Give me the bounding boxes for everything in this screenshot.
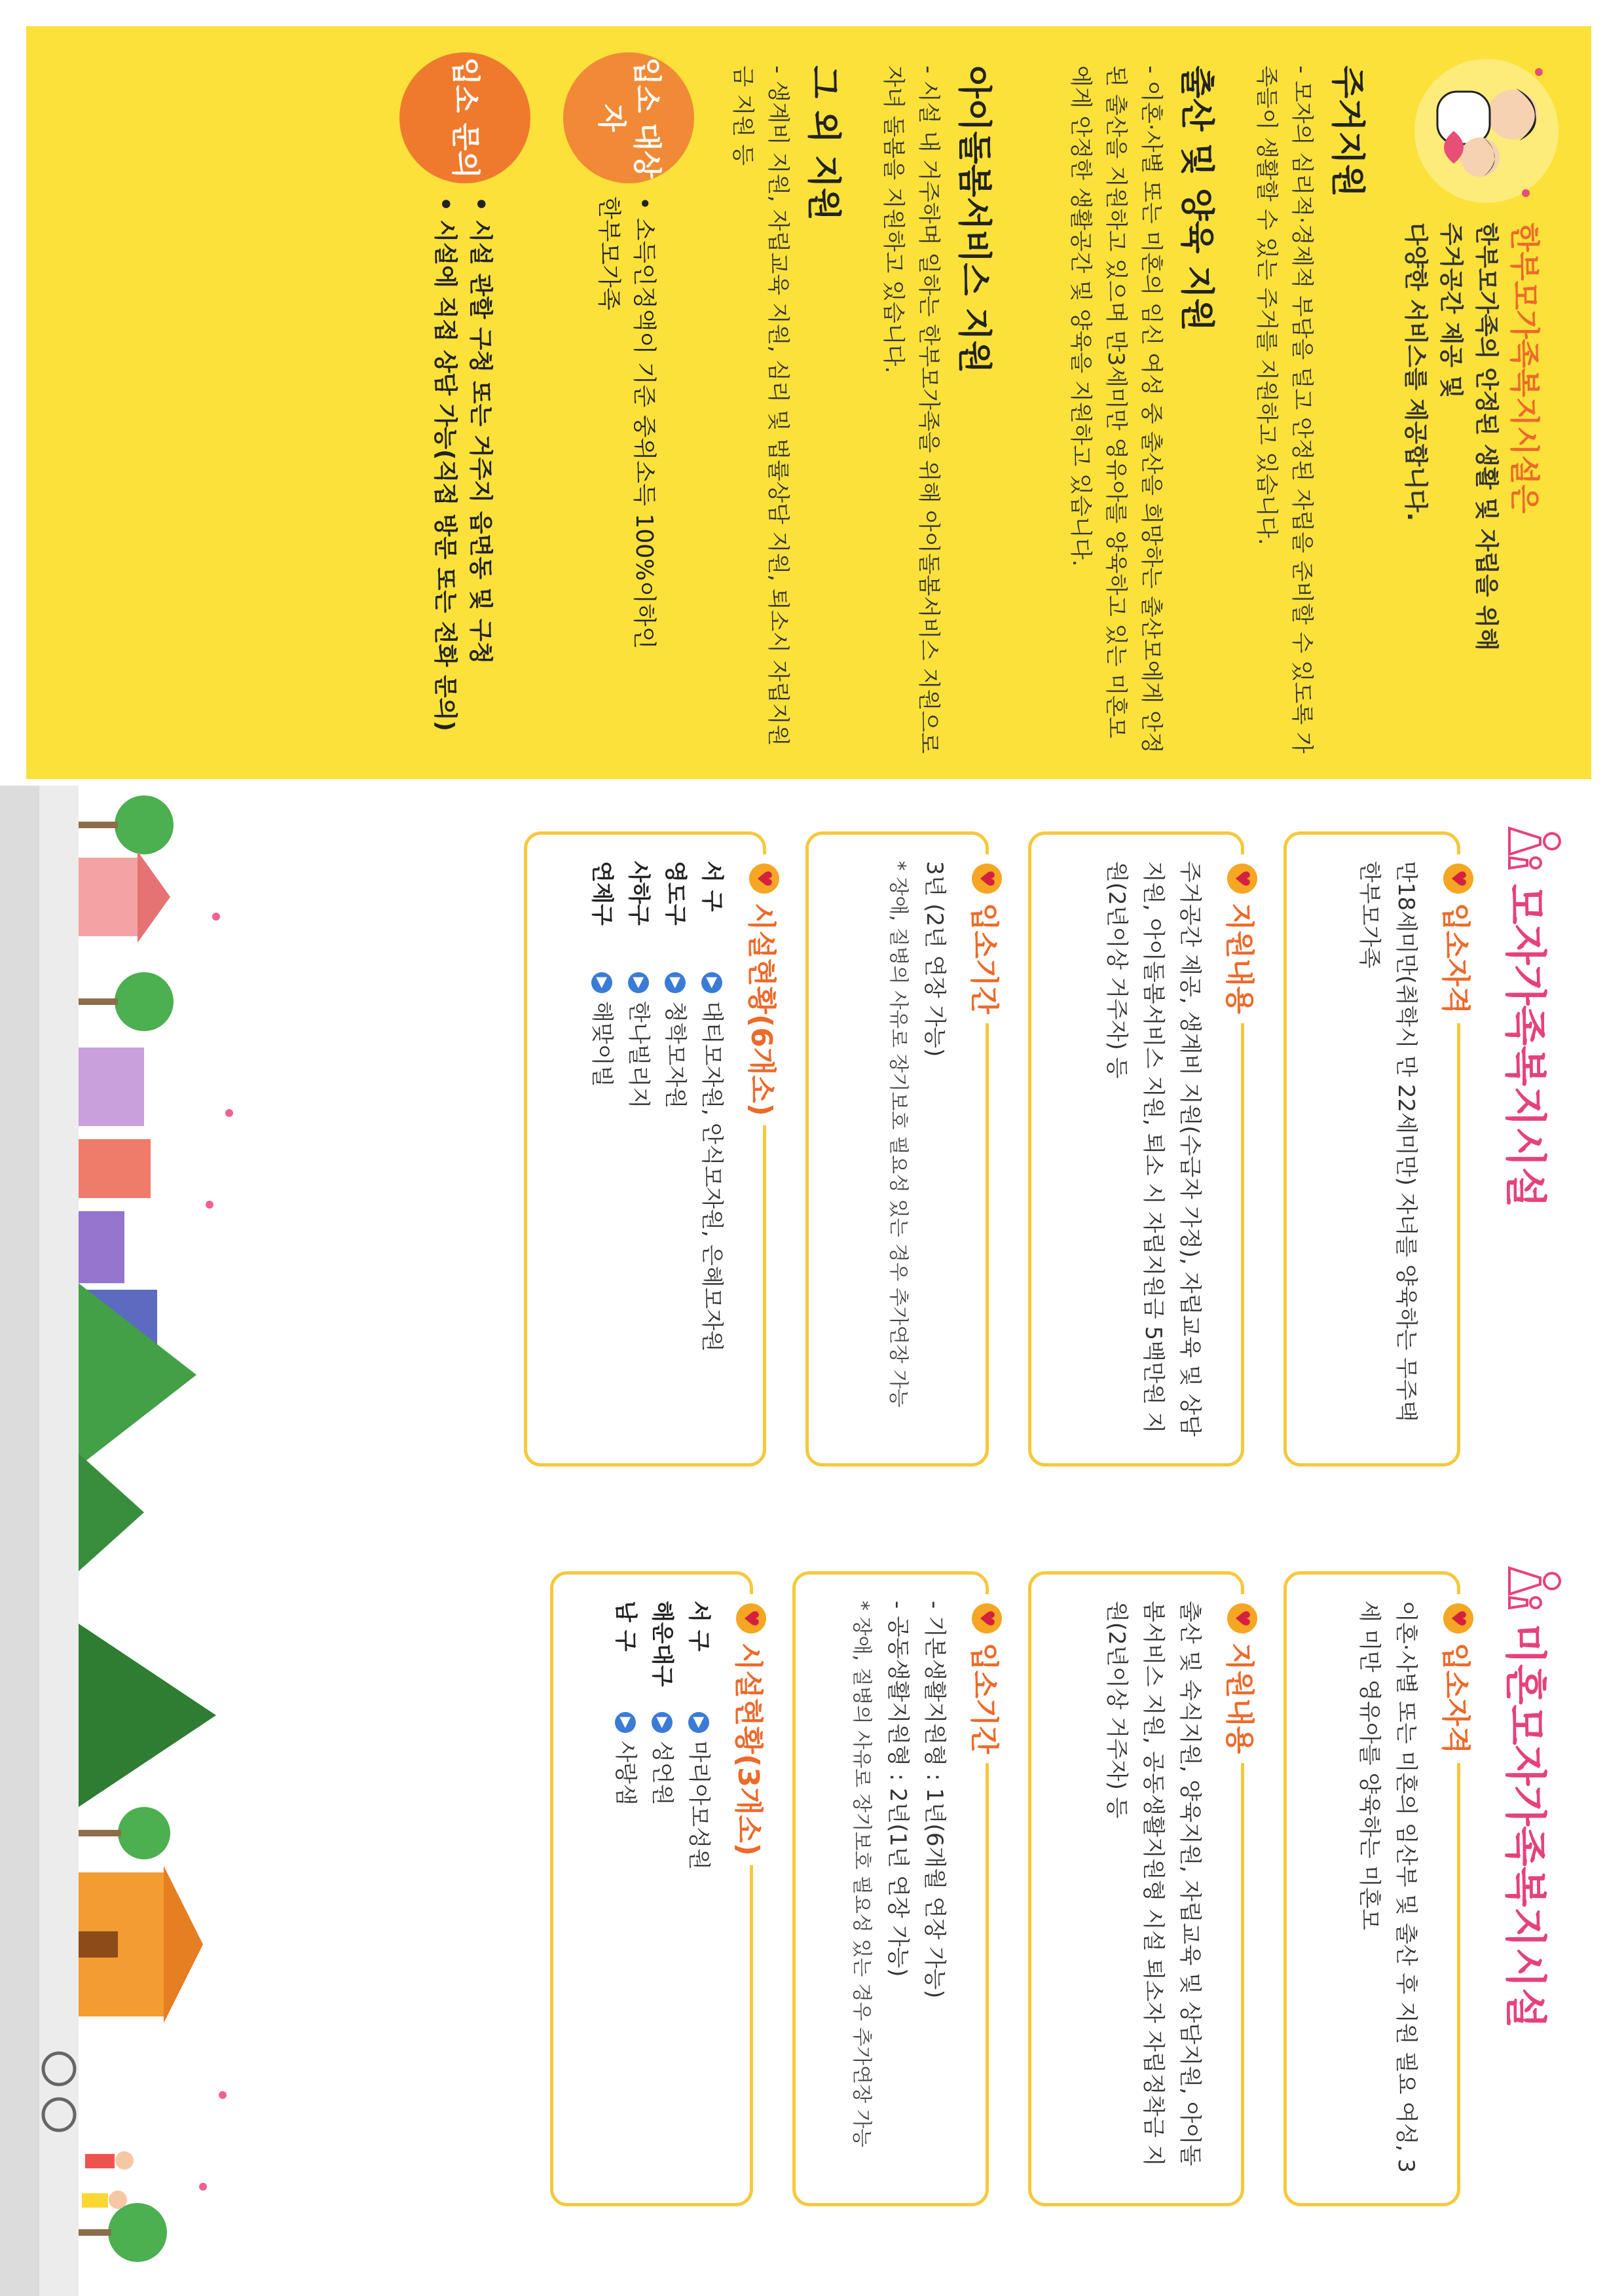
arrow-right-icon: ▶: [701, 972, 722, 993]
mc-eligibility-text: 만18세미만(취학시 만 22세미만) 자녀를 양육하는 무주택 한부모가족: [1356, 861, 1419, 1422]
intro-line-3: 다양한 서비스를 제공합니다.: [1402, 223, 1429, 522]
um-period-line-1: - 기본생활지원형 : 1년(6개월 연장 가능): [921, 1601, 948, 1999]
inquiry-text: [427, 196, 498, 731]
housing-title: 주거지원: [1327, 65, 1367, 197]
mc-period-box: [805, 831, 1001, 1467]
um-facilities-label: 시설현황(3개소): [731, 1643, 765, 1856]
mc-facilities-label-wrap: [743, 854, 785, 1125]
um-eligibility-label: 입소자격: [1439, 1643, 1472, 1755]
heart-icon: ♥: [1227, 864, 1257, 894]
facility-gu: 영도구: [662, 861, 688, 926]
arrow-right-icon: ▶: [615, 1712, 636, 1733]
heart-icon: ♥: [1443, 1603, 1473, 1633]
intro-line-1: 한부모가족의 안정된 생활 및 자립을 위해: [1473, 223, 1500, 651]
childcare-title: 아이돌봄서비스 지원: [954, 65, 993, 374]
facility-names: 대티모자원, 안식모자원, 은혜모자원: [699, 1001, 725, 1352]
list-item: [620, 861, 657, 1437]
facility-names: 청학모자원: [662, 1001, 688, 1109]
facility-gu: 해운대구: [649, 1601, 675, 1687]
facility-names: 사랑샘: [612, 1741, 638, 1806]
um-period-body: [823, 1575, 986, 2203]
um-facilities-box: [550, 1571, 765, 2206]
um-eligibility-label-wrap: [1437, 1594, 1479, 1763]
arrow-right-icon: ▶: [652, 1712, 673, 1733]
arrow-right-icon: ▶: [665, 972, 686, 993]
heart-icon: ♥: [972, 1603, 1002, 1633]
target-badge: 입소 대상자: [563, 52, 694, 183]
facility-names: 성언원: [649, 1741, 675, 1806]
support-panel: [26, 26, 1591, 779]
facility-gu: 서 구: [699, 861, 725, 912]
housing-section: [1249, 65, 1375, 759]
um-eligibility-box: [1283, 1571, 1472, 2206]
inquiry-badge: 입소 문의: [399, 52, 530, 183]
mother-child-column: [275, 805, 1585, 1512]
unwed-mother-column: [275, 1545, 1585, 2252]
target-text: [591, 196, 661, 649]
mc-period-label: 입소기간: [967, 903, 1001, 1015]
town-street-illustration: [0, 786, 255, 2296]
arrow-right-icon: ▶: [628, 972, 649, 993]
um-period-label-wrap: [966, 1594, 1008, 1763]
heart-icon: ♥: [736, 1603, 766, 1633]
mc-period-text: 3년 (2년 연장 가능): [921, 861, 948, 1057]
mc-facilities-label: 시설현황(6개소): [745, 903, 778, 1116]
heart-icon: ♥: [749, 864, 779, 894]
arrow-right-icon: ▶: [688, 1712, 709, 1733]
heart-icon: ♥: [972, 864, 1002, 894]
heart-icon: ♥: [1443, 864, 1473, 894]
um-support-text: 출산 및 숙식지원, 양육지원, 자립교육 및 상담지원, 아이돌봄서비스 지원, 공동생활지원형 시설 퇴소자 자립정착금 지원(2년이상 거주자) 등: [1103, 1601, 1203, 2166]
um-period-label: 입소기간: [967, 1643, 1001, 1755]
um-period-box: [792, 1571, 1001, 2206]
mc-support-box: [1028, 831, 1256, 1467]
um-period-line-2: - 공동생활지원형 : 2년(1년 연장 가능): [885, 1601, 911, 1977]
mc-period-label-wrap: [966, 854, 1008, 1023]
housing-text: - 모자의 심리적·경제적 부담을 덜고 안정된 자립을 준비할 수 있도록 가족들이 생활할 수 있는 주거를 지원하고 있습니다.: [1253, 65, 1315, 754]
childcare-section: [876, 65, 1002, 759]
mc-period-note: * 장애, 질병의 사유로 장기보호 필요성 있는 경우 추가연장 가능: [887, 861, 910, 1408]
mother-child-illustration: [1408, 52, 1565, 210]
target-line-2: 한부모가족: [595, 196, 622, 310]
birth-section: [1063, 65, 1225, 759]
mc-support-label: 지원내용: [1223, 903, 1256, 1015]
mother-child-title: 모자가족복지시설: [1500, 884, 1549, 1208]
um-support-box: [1028, 1571, 1256, 2206]
mc-eligibility-label: 입소자격: [1439, 903, 1472, 1015]
heart-icon: ♥: [1227, 1603, 1257, 1633]
facility-names: 해맞이빌: [589, 1001, 615, 1087]
list-item: [693, 861, 730, 1437]
facility-names: 한나빌리지: [625, 1001, 652, 1109]
um-eligibility-text: 이혼·사별 또는 미혼의 임산부 및 출산 후 지원 필요 여성, 3세 미만 영유아를 양육하는 미혼모: [1356, 1601, 1419, 2173]
intro-title: 한부모가족복지시설은: [1507, 223, 1542, 514]
mc-support-label-wrap: [1221, 854, 1263, 1023]
mother-child-icon: [1506, 818, 1565, 877]
list-item: [680, 1601, 717, 2177]
facility-gu: 연제구: [589, 861, 615, 926]
list-item: [644, 1601, 680, 2177]
um-facilities-list: [587, 1575, 750, 2203]
list-item: [657, 861, 693, 1437]
unwed-mother-title: 미혼모자가족복지시설: [1500, 1624, 1549, 2029]
birth-text: - 이혼·사별 또는 미혼의 임신 여성 중 출산을 희망하는 출산모에게 안정된 출산을 지원하고 있으며 만3세미만 영유아를 양육하고 있는 미혼모에게 안정한 생활공간 및 양육을 지원하고 있습니다.: [1067, 65, 1164, 754]
childcare-text: - 시설 내 거주하며 일하는 한부모가족을 위해 아이돌봄서비스 지원으로 자녀 돌봄을 지원하고 있습니다.: [880, 65, 942, 754]
arrow-right-icon: ▶: [591, 972, 612, 993]
other-text: - 생계비 지원, 자립교육 지원, 심리 및 법률상담 지원, 퇴소시 자립지원금 지원 등: [729, 65, 791, 746]
intro-heading: [1397, 223, 1545, 759]
mother-child-icon: [1506, 1558, 1565, 1617]
inquiry-line-2: • 시설에 직접 상담 가능(직접 방문 또는 전화 문의): [432, 196, 458, 731]
facility-gu: 사하구: [625, 861, 652, 926]
um-support-label: 지원내용: [1223, 1643, 1256, 1755]
list-item: [607, 1601, 644, 2177]
inquiry-line-1: • 시설 관할 구청 또는 거주지 읍면동 및 구청: [467, 196, 494, 665]
um-facilities-label-wrap: [730, 1594, 772, 1865]
um-period-note: * 장애, 질병의 사유로 장기보호 필요성 있는 경우 추가연장 가능: [850, 1601, 873, 2147]
other-section: [725, 65, 851, 759]
target-line-1: • 소득인정액이 기준 중위소득 100%이하인: [631, 196, 657, 649]
other-title: 그 외 지원: [803, 65, 843, 221]
facility-gu: 서 구: [686, 1601, 712, 1652]
list-item: [583, 861, 620, 1437]
facility-names: 마리아모성원: [686, 1741, 712, 1870]
mc-facilities-box: [524, 831, 778, 1467]
mc-support-text: 주거공간 제공, 생계비 지원(수급자 가정), 자립교육 및 상담지원, 아이돌봄서비스 지원, 퇴소 시 자립지원금 5백만원 지원(2년이상 거주자) 등: [1103, 861, 1203, 1437]
intro-line-2: 주거공간 제공 및: [1437, 223, 1464, 399]
mc-eligibility-label-wrap: [1437, 854, 1479, 1023]
facility-gu: 남 구: [612, 1601, 638, 1652]
um-support-label-wrap: [1221, 1594, 1263, 1763]
birth-title: 출산 및 양육 지원: [1177, 65, 1216, 331]
mc-eligibility-box: [1283, 831, 1472, 1467]
mc-facilities-list: [564, 835, 763, 1463]
